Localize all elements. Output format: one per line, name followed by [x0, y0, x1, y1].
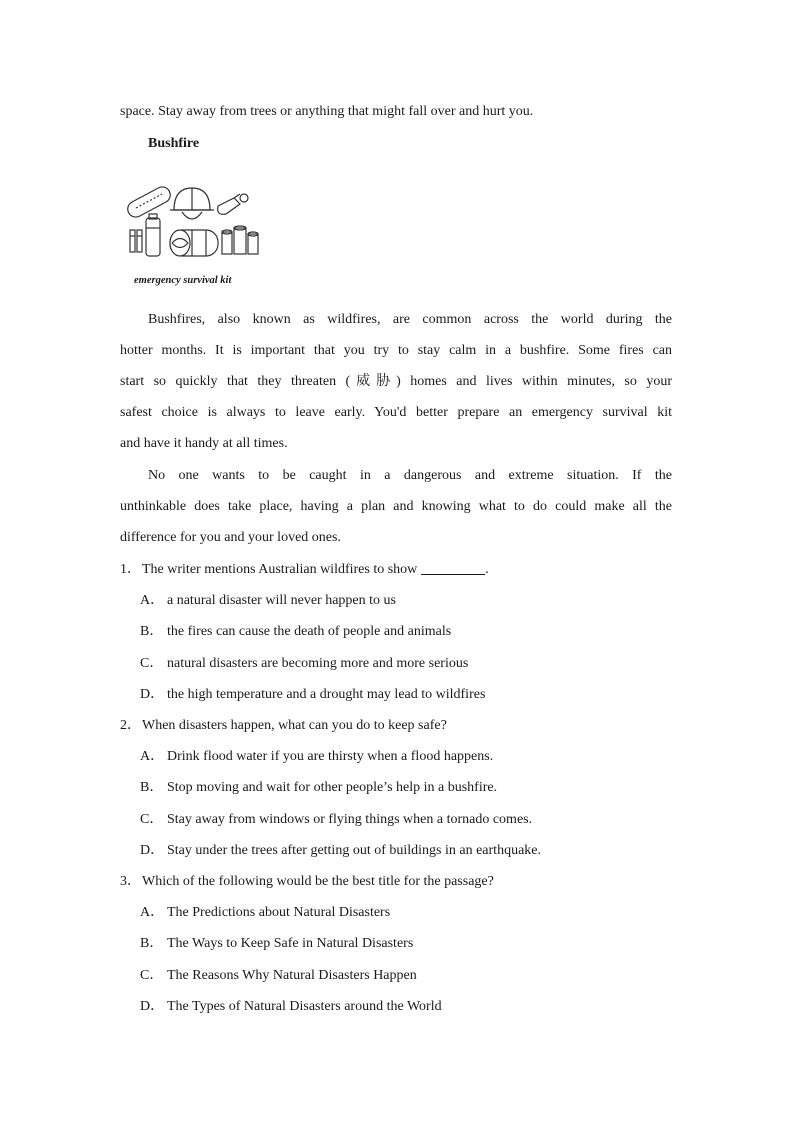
option-3c	[140, 966, 417, 986]
option-text: the fires can cause the death of people and animals	[167, 624, 452, 639]
option-letter: A．	[140, 905, 165, 920]
option-1b	[140, 622, 451, 642]
option-text: Stay away from windows or flying things when a tornado comes.	[167, 812, 533, 827]
whistle-icon	[218, 194, 248, 214]
question-text: Which of the following would be the best title for the passage?	[142, 874, 494, 889]
option-3d	[140, 997, 442, 1017]
answer-blank	[421, 560, 485, 575]
paragraph-line: hotter months. It is important that you try to stay calm in a bushfire. Some fires can	[120, 343, 672, 358]
cans-icon	[222, 226, 258, 254]
question-2	[120, 716, 447, 736]
question-number: 3．	[120, 874, 141, 889]
option-text: natural disasters are becoming more and more serious	[167, 656, 469, 671]
question-3	[120, 872, 494, 892]
option-2d	[140, 841, 541, 861]
question-1	[120, 560, 489, 580]
paragraph-line: difference for you and your loved ones.	[120, 530, 341, 545]
paragraph-line: unthinkable does take place, having a plan and knowing what to do could make all the	[120, 499, 672, 514]
option-1c	[140, 654, 468, 674]
option-text: The Types of Natural Disasters around the World	[167, 999, 442, 1014]
option-text: The Predictions about Natural Disasters	[167, 905, 391, 920]
option-text: Stop moving and wait for other people’s help in a bushfire.	[167, 780, 498, 795]
question-text: The writer mentions Australian wildfires to show	[142, 562, 418, 577]
section-heading: Bushfire	[148, 136, 200, 151]
option-letter: B．	[140, 936, 164, 951]
option-letter: B．	[140, 624, 164, 639]
question-number: 2．	[120, 718, 141, 733]
helmet-icon	[170, 188, 214, 219]
question-text: When disasters happen, what can you do to keep safe?	[142, 718, 447, 733]
paragraph-line: Bushfires, also known as wildfires, are common across the world during the	[148, 312, 672, 327]
option-3a	[140, 903, 390, 923]
paragraph-line: safest choice is always to leave early. You'd better prepare an emergency survival kit	[120, 405, 672, 420]
option-letter: A．	[140, 593, 165, 608]
option-letter: D．	[140, 999, 165, 1014]
option-text: Drink flood water if you are thirsty when a flood happens.	[167, 749, 494, 764]
option-text: the high temperature and a drought may lead to wildfires	[167, 687, 486, 702]
figure-caption: emergency survival kit	[134, 275, 232, 286]
option-letter: C．	[140, 968, 164, 983]
sleeping-bag-icon	[170, 230, 218, 256]
option-text: Stay under the trees after getting out of buildings in an earthquake.	[167, 843, 542, 858]
option-2a	[140, 747, 493, 767]
continued-text-line: space. Stay away from trees or anything that might fall over and hurt you.	[120, 104, 534, 119]
paragraph-line: start so quickly that they threaten (威胁) homes and lives within minutes, so your	[120, 374, 672, 389]
question-suffix: .	[485, 562, 489, 577]
paragraph-line: and have it handy at all times.	[120, 436, 288, 451]
batteries-icon	[130, 230, 142, 252]
option-3b	[140, 934, 413, 954]
option-letter: D．	[140, 687, 165, 702]
option-letter: D．	[140, 843, 165, 858]
option-text: The Reasons Why Natural Disasters Happen	[167, 968, 417, 983]
option-2c	[140, 810, 532, 830]
option-1a	[140, 591, 396, 611]
bottle-icon	[146, 214, 160, 256]
option-letter: C．	[140, 656, 164, 671]
question-number: 1．	[120, 562, 141, 577]
option-letter: B．	[140, 780, 164, 795]
option-2b	[140, 778, 497, 798]
option-letter: C．	[140, 812, 164, 827]
option-text: a natural disaster will never happen to us	[167, 593, 396, 608]
paragraph-line: No one wants to be caught in a dangerous and extreme situation. If the	[148, 468, 672, 483]
option-letter: A．	[140, 749, 165, 764]
option-text: The Ways to Keep Safe in Natural Disasters	[167, 936, 414, 951]
option-1d	[140, 685, 485, 705]
